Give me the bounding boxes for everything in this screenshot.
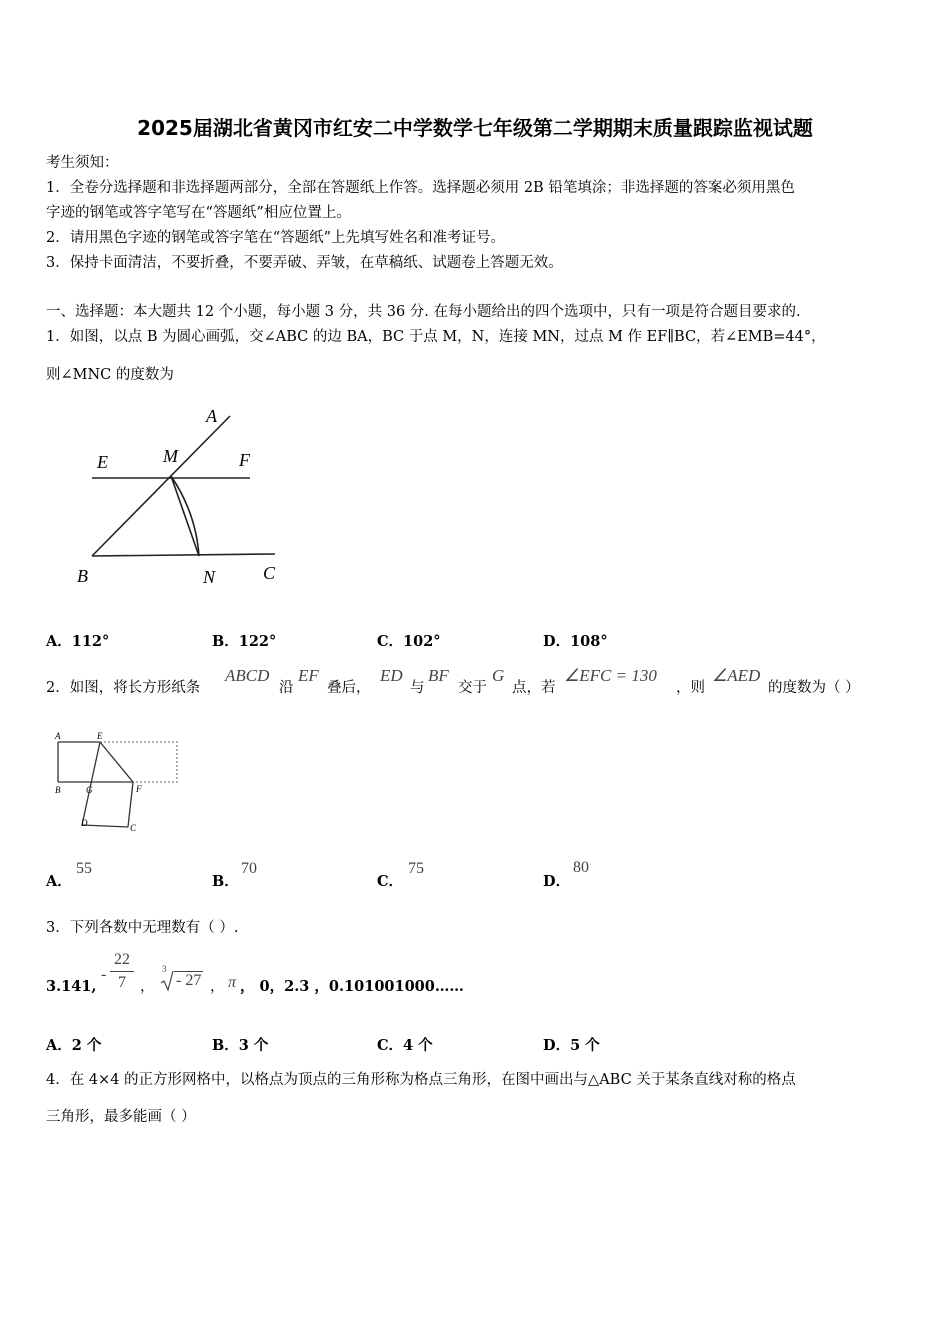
q1-ray-bc <box>92 554 275 556</box>
q3-option-c[interactable]: C．4 个 <box>377 1037 433 1054</box>
q2-stem-part-8: 的度数为（ ） <box>768 680 860 696</box>
q2-math-bf: BF <box>428 666 449 685</box>
q2-stem-part-3: 叠后， <box>327 680 371 696</box>
q2-stem-part-5: 交于 <box>458 680 487 696</box>
q3-stem: 3．下列各数中无理数有（ ）. <box>46 920 239 936</box>
q2-option-b-value: 70 <box>241 860 257 877</box>
q2-math-g: G <box>492 666 505 685</box>
q2-math-angle-aed: ∠AED <box>712 666 761 685</box>
q1-segment-mn <box>171 476 199 556</box>
q2-label-b: B <box>55 785 61 795</box>
q1-stem-line-1: 1．如图，以点 B 为圆心画弧，交∠ABC 的边 BA，BC 于点 M，N，连接 MN，过点 M 作 EF∥BC，若∠EMB=44°， <box>46 329 826 345</box>
q2-option-c-letter[interactable]: C． <box>377 873 404 890</box>
q2-option-d-value: 80 <box>573 859 589 876</box>
q1-option-c[interactable]: C．102° <box>377 633 441 650</box>
q1-figure <box>70 398 290 598</box>
notice-item-1-line-1: 1．全卷分选择题和非选择题两部分，全部在答题纸上作答。选择题必须用 2B 铅笔填涂；非选择题的答案必须用黑色 <box>46 180 795 196</box>
page-title: 2025届湖北省黄冈市红安二中学数学七年级第二学期期末质量跟踪监视试题 <box>137 116 813 140</box>
q3-separator-1: ， <box>140 979 155 995</box>
q2-figure <box>50 730 185 838</box>
q2-edge-ed <box>82 742 100 825</box>
notice-item-3: 3．保持卡面清洁，不要折叠，不要弄破、弄皱，在草稿纸、试题卷上答题无效。 <box>46 255 563 271</box>
q3-rest-numbers: ， 0，2.3 ，0.101001000…… <box>240 978 464 995</box>
q2-option-b-letter[interactable]: B． <box>212 873 239 890</box>
q1-ray-ba <box>92 416 230 556</box>
q1-stem-line-2: 则∠MNC 的度数为 <box>46 367 174 383</box>
q2-math-abcd: ABCD <box>225 666 270 685</box>
q3-pi: π <box>228 974 237 991</box>
q3-option-b[interactable]: B．3 个 <box>212 1037 269 1054</box>
q2-math-ed: ED <box>380 666 403 685</box>
q1-label-a: A <box>206 406 217 426</box>
q2-stem-part-7: ，则 <box>676 680 705 696</box>
q1-label-e: E <box>97 452 108 472</box>
q2-label-e: E <box>97 731 103 741</box>
q2-fold-ef <box>100 742 133 782</box>
q2-stem-part-1: 2．如图，将长方形纸条 <box>46 680 201 696</box>
q3-option-d[interactable]: D．5 个 <box>543 1037 600 1054</box>
q3-root-index: 3 <box>162 964 167 974</box>
q2-label-f: F <box>136 784 142 794</box>
q1-label-b: B <box>77 566 88 586</box>
q2-option-a-letter[interactable]: A． <box>46 873 72 890</box>
q1-option-b[interactable]: B．122° <box>212 633 277 650</box>
section-1-heading: 一、选择题：本大题共 12 个小题，每小题 3 分，共 36 分. 在每小题给出的四个选项中，只有一项是符合题目要求的. <box>46 304 801 320</box>
q2-stem-part-6: 点，若 <box>512 680 556 696</box>
q2-label-c: C <box>130 823 137 833</box>
q3-option-a[interactable]: A．2 个 <box>46 1037 102 1054</box>
q3-separator-2: ， <box>210 979 225 995</box>
q4-stem-line-2: 三角形，最多能画（ ） <box>46 1109 196 1125</box>
q2-option-c-value: 75 <box>408 860 424 877</box>
q2-math-angle-efc: ∠EFC = 130 <box>564 666 657 685</box>
radical-sign-icon <box>160 970 174 992</box>
notice-heading: 考生须知： <box>46 155 119 171</box>
q2-label-g: G <box>86 785 93 795</box>
q2-edge-cf <box>128 782 133 827</box>
q2-label-d: D <box>81 818 88 828</box>
notice-item-1-line-2: 字迹的钢笔或答字笔写在“答题纸”相应位置上。 <box>46 205 351 221</box>
q2-stem-part-4: 与 <box>410 680 425 696</box>
q2-edge-dc <box>82 825 128 827</box>
q3-fraction-bar <box>110 971 134 972</box>
q3-root-radicand: - 27 <box>176 972 202 989</box>
q3-minus-sign: - <box>101 966 107 983</box>
q4-stem-line-1: 4．在 4×4 的正方形网格中，以格点为顶点的三角形称为格点三角形，在图中画出与△ABC 关于某条直线对称的格点 <box>46 1072 796 1088</box>
q3-fraction <box>108 950 136 993</box>
notice-item-2: 2．请用黑色字迹的钢笔或答字笔在“答题纸”上先填写姓名和准考证号。 <box>46 230 506 246</box>
q2-stem-part-2: 沿 <box>279 680 294 696</box>
q2-dotted-original <box>100 742 177 782</box>
q1-option-a[interactable]: A．112° <box>46 633 110 650</box>
q1-label-n: N <box>203 567 216 587</box>
q3-number-3141: 3.141, <box>46 978 97 995</box>
q2-label-a: A <box>55 731 61 741</box>
q1-option-d[interactable]: D．108° <box>543 633 608 650</box>
q3-fraction-numerator: 22 <box>114 951 130 968</box>
q1-label-m: M <box>163 446 178 466</box>
q3-fraction-denominator: 7 <box>118 974 126 991</box>
q2-option-a-value: 55 <box>76 860 92 877</box>
q2-math-ef: EF <box>298 666 319 685</box>
q1-label-f: F <box>239 450 250 470</box>
q2-option-d-letter[interactable]: D． <box>543 873 571 890</box>
q1-label-c: C <box>263 563 276 583</box>
